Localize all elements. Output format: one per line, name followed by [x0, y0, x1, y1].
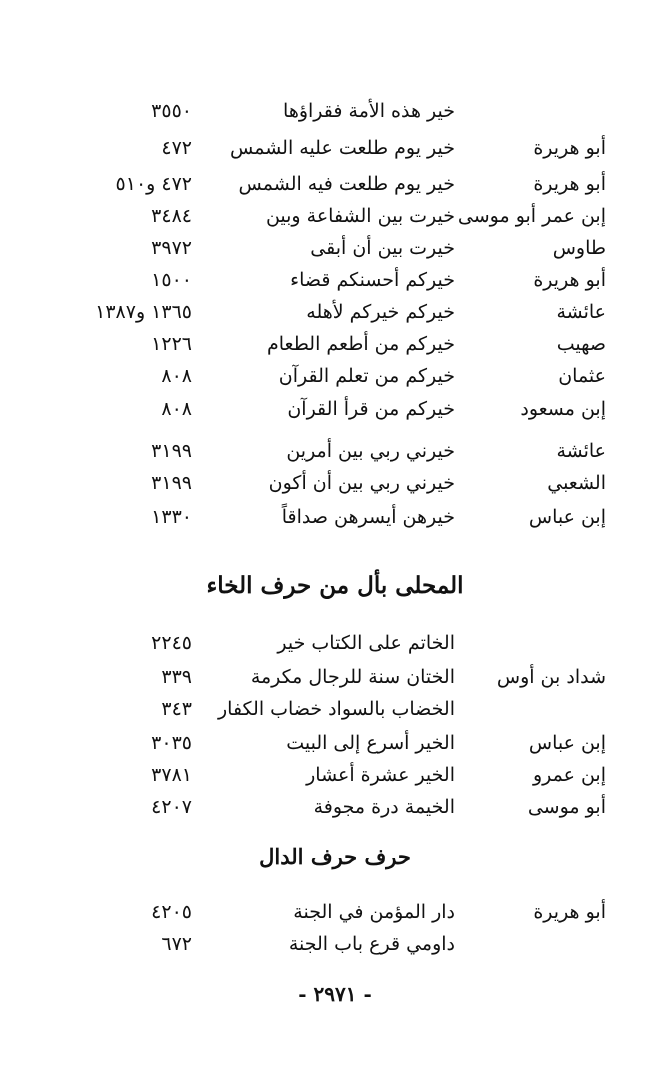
hadith-number: ٤٢٠٧ — [151, 796, 192, 818]
index-entry — [0, 661, 670, 693]
hadith-number: ٣٠٣٥ — [151, 732, 192, 754]
hadith-text: داومي قرع باب الجنة — [288, 933, 455, 955]
section-heading: المحلى بأل من حرف الخاء — [206, 572, 464, 599]
hadith-number: ٤٧٢ — [161, 137, 192, 159]
hadith-number: ٣٧٨١ — [151, 764, 192, 786]
index-entry — [0, 328, 670, 360]
narrator: طاوس — [552, 237, 606, 259]
hadith-text: خيركم من قرأ القرآن — [287, 398, 455, 420]
hadith-text: خيرني ربي بين أمرين — [286, 440, 455, 462]
narrator: إبن عباس — [528, 506, 606, 528]
hadith-text: خير يوم طلعت عليه الشمس — [230, 137, 455, 159]
hadith-text: خير هذه الأمة فقراؤها — [283, 100, 455, 122]
narrator: عثمان — [558, 365, 606, 387]
hadith-number: ١٣٣٠ — [151, 506, 192, 528]
index-entry — [0, 467, 670, 499]
narrator: شداد بن أوس — [496, 666, 606, 688]
narrator: إبن مسعود — [520, 398, 606, 420]
hadith-number: ٣٣٩ — [161, 666, 192, 688]
index-entry — [0, 759, 670, 791]
hadith-text: خيرت بين الشفاعة وبين — [265, 205, 455, 227]
narrator: عائشة — [556, 301, 606, 323]
hadith-number: ٣١٩٩ — [151, 472, 192, 494]
hadith-number: ٨٠٨ — [161, 365, 192, 387]
narrator: إبن عمر أبو موسى — [457, 205, 606, 227]
hadith-text: خيركم أحسنكم قضاء — [290, 269, 455, 291]
hadith-text: الخير عشرة أعشار — [306, 764, 455, 786]
index-entry — [0, 132, 670, 164]
narrator: صهيب — [556, 333, 606, 355]
hadith-number: ٤٢٠٥ — [151, 901, 192, 923]
index-entry — [0, 393, 670, 425]
hadith-number: ٣٥٥٠ — [151, 100, 192, 122]
narrator: عائشة — [556, 440, 606, 462]
index-entry — [0, 296, 670, 328]
hadith-number: ١٢٢٦ — [151, 333, 192, 355]
hadith-text: الختان سنة للرجال مكرمة — [250, 666, 455, 688]
index-entry — [0, 232, 670, 264]
index-entry — [0, 791, 670, 823]
hadith-text: خيرني ربي بين أن أكون — [268, 472, 455, 494]
index-entry — [0, 693, 670, 725]
hadith-number: ٣٤٣ — [161, 698, 192, 720]
index-entry — [0, 168, 670, 200]
hadith-number: ٣٤٨٤ — [151, 205, 192, 227]
narrator: الشعبي — [547, 472, 606, 494]
narrator: إبن عباس — [528, 732, 606, 754]
hadith-number: ٢٢٤٥ — [151, 632, 192, 654]
narrator: إبن عمرو — [532, 764, 606, 786]
hadith-number: ٦٧٢ — [161, 933, 192, 955]
hadith-text: الخضاب بالسواد خضاب الكفار — [217, 698, 455, 720]
hadith-number: ٣١٩٩ — [151, 440, 192, 462]
narrator: أبو موسى — [527, 796, 606, 818]
index-entry — [0, 264, 670, 296]
hadith-number: ١٥٠٠ — [151, 269, 192, 291]
index-entry — [0, 928, 670, 960]
narrator: أبو هريرة — [533, 137, 606, 159]
narrator: أبو هريرة — [533, 269, 606, 291]
index-entry — [0, 95, 670, 127]
index-entry — [0, 200, 670, 232]
hadith-number: ٤٧٢ و٥١٠ — [115, 173, 192, 195]
hadith-text: خيركم من أطعم الطعام — [267, 333, 455, 355]
narrator: أبو هريرة — [533, 173, 606, 195]
hadith-number: ١٣٦٥ و١٣٨٧ — [95, 301, 192, 323]
hadith-text: خيركم من تعلم القرآن — [278, 365, 455, 387]
index-entry — [0, 896, 670, 928]
page-number: - ٢٩٧١ - — [298, 982, 372, 1006]
hadith-text: دار المؤمن في الجنة — [293, 901, 455, 923]
hadith-text: الخاتم على الكتاب خير — [277, 632, 455, 654]
hadith-number: ٨٠٨ — [161, 398, 192, 420]
index-entry — [0, 501, 670, 533]
hadith-text: خير يوم طلعت فيه الشمس — [238, 173, 455, 195]
index-entry — [0, 435, 670, 467]
index-entry — [0, 627, 670, 659]
hadith-text: الخيمة درة مجوفة — [313, 796, 455, 818]
index-entry — [0, 727, 670, 759]
hadith-text: خيرت بين أن أبقى — [310, 237, 455, 259]
hadith-number: ٣٩٧٢ — [151, 237, 192, 259]
index-entry — [0, 360, 670, 392]
section-heading: حرف حرف الدال — [259, 844, 411, 869]
hadith-text: خيركم خيركم لأهله — [306, 301, 455, 323]
hadith-text: خيرهن أيسرهن صداقاً — [281, 506, 455, 528]
hadith-text: الخير أسرع إلى البيت — [286, 732, 455, 754]
narrator: أبو هريرة — [533, 901, 606, 923]
